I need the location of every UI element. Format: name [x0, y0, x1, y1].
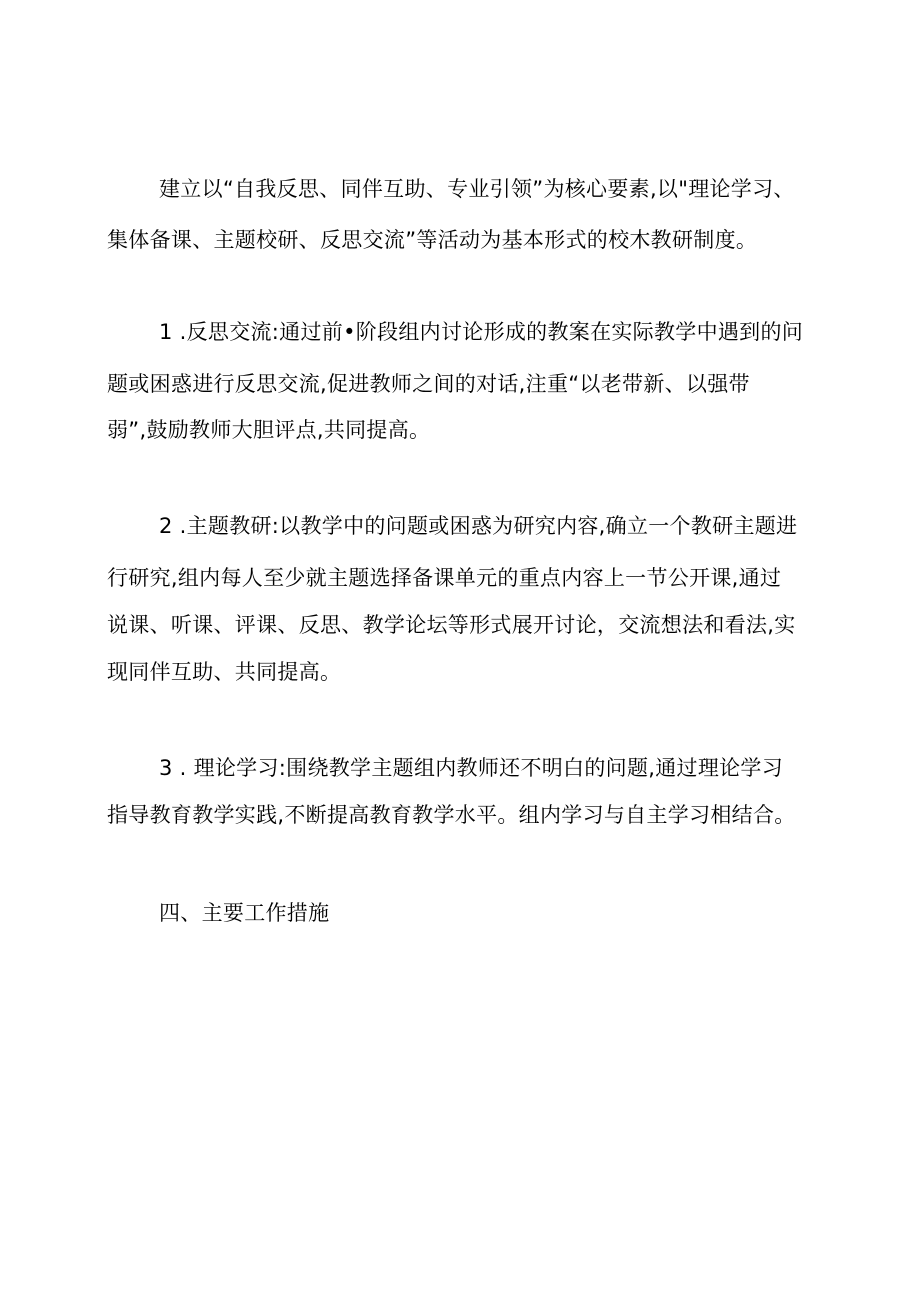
intro-paragraph-line-2: 集体备课、主题校研、反思交流”等活动为基本形式的校木教研制度。	[107, 228, 758, 252]
item-2-line-2: 行研究,组内每人至少就主题选择备课单元的重点内容上一节公开课,通过	[107, 566, 782, 590]
item-2-line-1: 2 .主题教研:以教学中的问题或困惑为研究内容,确立一个教研主题进	[159, 514, 798, 538]
item-1-line-1: 1 .反思交流:通过前•阶段组内讨论形成的教案在实际教学中遇到的问	[159, 320, 804, 344]
item-1-line-2: 题或困惑进行反思交流,促进教师之间的对话,注重“以老带新、以强带	[107, 372, 750, 396]
section-heading: 四、主要工作措施	[159, 901, 330, 925]
item-2-line-4: 现同伴互助、共同提高。	[107, 660, 342, 684]
item-1-line-3: 弱”,鼓励教师大胆评点,共同提高。	[107, 418, 431, 442]
item-2-line-3: 说课、听课、评课、反思、教学论坛等形式展开讨论，交流想法和看法,实	[107, 613, 796, 637]
item-3-line-1: 3 . 理论学习:围绕教学主题组内教师还不明白的问题,通过理论学习	[159, 756, 784, 780]
intro-paragraph-line-1: 建立以“自我反思、同伴互助、专业引领”为核心要素,以"理论学习、	[159, 177, 795, 201]
item-3-line-2: 指导教育教学实践,不断提高教育教学水平。组内学习与自主学习相结合。	[107, 803, 796, 827]
